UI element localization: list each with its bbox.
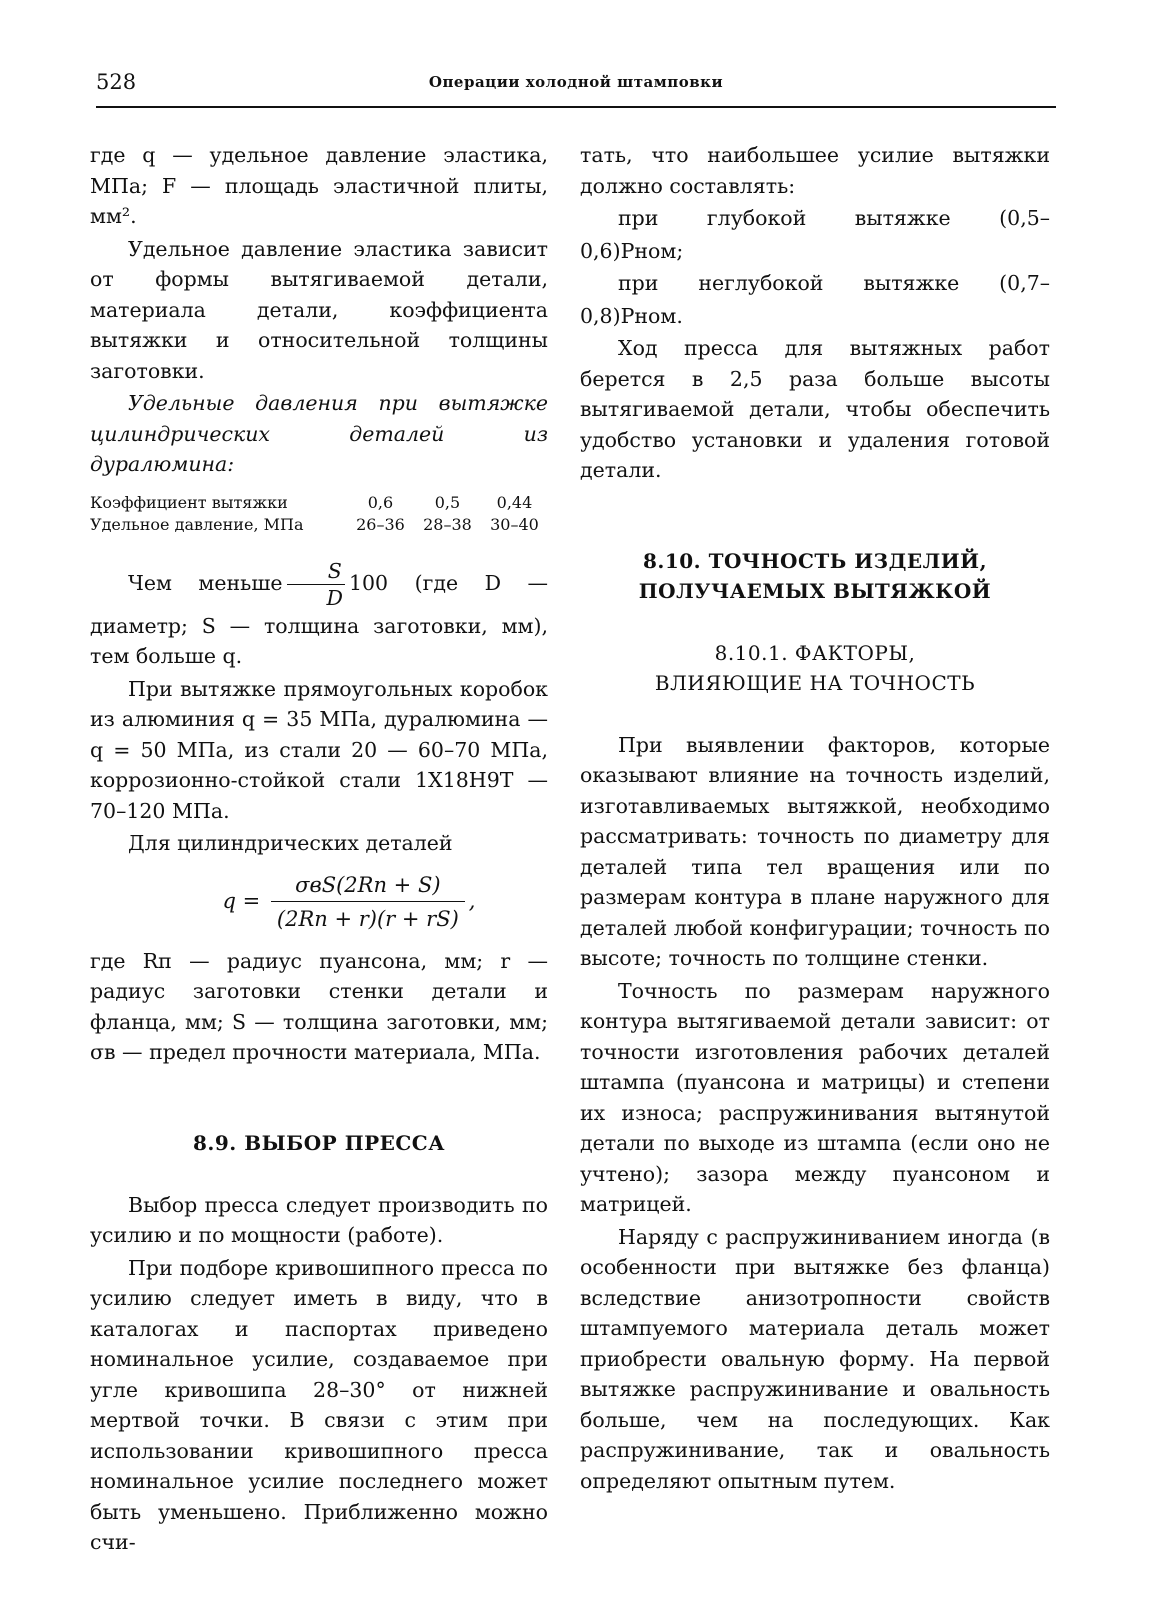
paragraph: при неглубокой вытяжке (0,7– [618, 271, 1050, 295]
paragraph: При вытяжке прямоугольных коробок из алюминия q = 35 МПа, дуралюмина — q = 50 МПа, из стали 20 — 60–70 МПа, коррозионно-стойкой стали 1Х18Н9Т — 70–120 МПа. [90, 676, 548, 823]
table-cell: 28–38 [423, 514, 472, 534]
paragraph: 0,8)Pном. [580, 303, 683, 328]
fraction-numerator: S [287, 558, 345, 585]
paragraph-with-fraction [90, 558, 548, 672]
page-header [96, 66, 1056, 108]
paragraph: При подборе кривошипного пресса по усилию следует иметь в виду, что в каталогах и паспортах приведено номинальное усилие, создаваемое при угле кривошипа 28–30° от нижней мертвой точки. В связи с этим при использовании кривошипного пресса номинальное усилие последнего может быть уменьшено. Приближенно можно счи- [90, 1255, 548, 1554]
paragraph: Наряду с распружиниванием иногда (в особенности при вытяжке без фланца) вследствие анизотропности свойств штампуемого материала деталь может приобрести овальную форму. На первой вытяжке распружинивание и овальность больше, чем на последующих. Как распружинивание, так и овальность определяют опытным путем. [580, 1224, 1050, 1493]
table-cell: Коэффициент вытяжки [90, 492, 288, 512]
formula-numerator: σвS(2Rп + S) [271, 869, 465, 902]
paragraph: 0,6)Pном; [580, 238, 684, 263]
subsection-heading-line2: ВЛИЯЮЩИЕ НА ТОЧНОСТЬ [654, 670, 976, 695]
table-cell: 0,6 [367, 492, 394, 512]
left-column [90, 140, 548, 1560]
paragraph: при глубокой вытяжке (0,5– [618, 206, 1050, 230]
right-column [580, 140, 1050, 1498]
formula-lhs: q = [222, 888, 261, 913]
text-run: 100 (где D — диаметр; S — толщина заготовки, мм), тем больше q. [90, 570, 549, 668]
table-cell: 30–40 [490, 514, 539, 534]
table-cell: 0,5 [434, 492, 461, 512]
section-heading-line2: ПОЛУЧАЕМЫХ ВЫТЯЖКОЙ [638, 578, 992, 603]
formula-denominator: (2Rп + r)(r + rS) [276, 906, 459, 931]
paragraph: Точность по размерам наружного контура вытягиваемой детали зависит: от точности изготовления рабочих деталей штампа (пуансона и матрицы) и степени их износа; распружинивания вытянутой детали по выходе из штампа (если оно не учтено); зазора между пуансоном и матрицей. [580, 978, 1050, 1216]
subsection-heading-line1: 8.10.1. ФАКТОРЫ, [714, 640, 916, 665]
paragraph: Удельное давление эластика зависит от формы вытягиваемой детали, материала детали, коэффициента вытяжки и относительной толщины заготовки. [90, 236, 548, 383]
table-cell: 26–36 [356, 514, 405, 534]
table-row [90, 514, 548, 536]
paragraph: тать, что наибольшее усилие вытяжки должно составлять: [580, 143, 1050, 198]
table-row [90, 492, 548, 514]
text-run: Чем меньше [128, 570, 283, 595]
paragraph: Для цилиндрических деталей [128, 831, 453, 855]
paragraph: Ход пресса для вытяжных работ берется в 2,5 раза больше высоты вытягиваемой детали, чтобы обеспечить удобство установки и удаления готовой детали. [580, 336, 1050, 482]
paragraph: где q — удельное давление эластика, МПа; F — площадь эластичной плиты, мм². [90, 143, 548, 228]
section-heading: 8.9. ВЫБОР ПРЕССА [193, 1130, 445, 1155]
page-number: 528 [96, 70, 137, 94]
coefficient-table [90, 492, 548, 536]
fraction-denominator: D [326, 585, 343, 610]
formula-tail: , [468, 888, 476, 913]
paragraph: При выявлении факторов, которые оказывают влияние на точность изделий, изготавливаемых вытяжкой, необходимо рассматривать: точность по диаметру для деталей типа тел вращения или по размерам контура в плане наружного для деталей любой конфигурации; точность по высоте; точность по толщине стенки. [580, 732, 1050, 970]
table-caption: Удельные давления при вытяжке цилиндрических деталей из дуралюмина: [90, 391, 548, 476]
table-cell: 0,44 [496, 492, 533, 512]
formula-fraction [271, 869, 465, 936]
section-heading-line1: 8.10. ТОЧНОСТЬ ИЗДЕЛИЙ, [642, 548, 988, 573]
running-title: Операции холодной штамповки [428, 73, 724, 91]
paragraph: Выбор пресса следует производить по усилию и по мощности (работе). [90, 1192, 548, 1247]
table-cell: Удельное давление, МПа [90, 514, 304, 534]
fraction [287, 558, 345, 611]
formula [150, 869, 548, 936]
paragraph: где Rп — радиус пуансона, мм; r — радиус заготовки стенки детали и фланца, мм; S — толщина заготовки, мм; σв — предел прочности материала, МПа. [90, 948, 548, 1064]
